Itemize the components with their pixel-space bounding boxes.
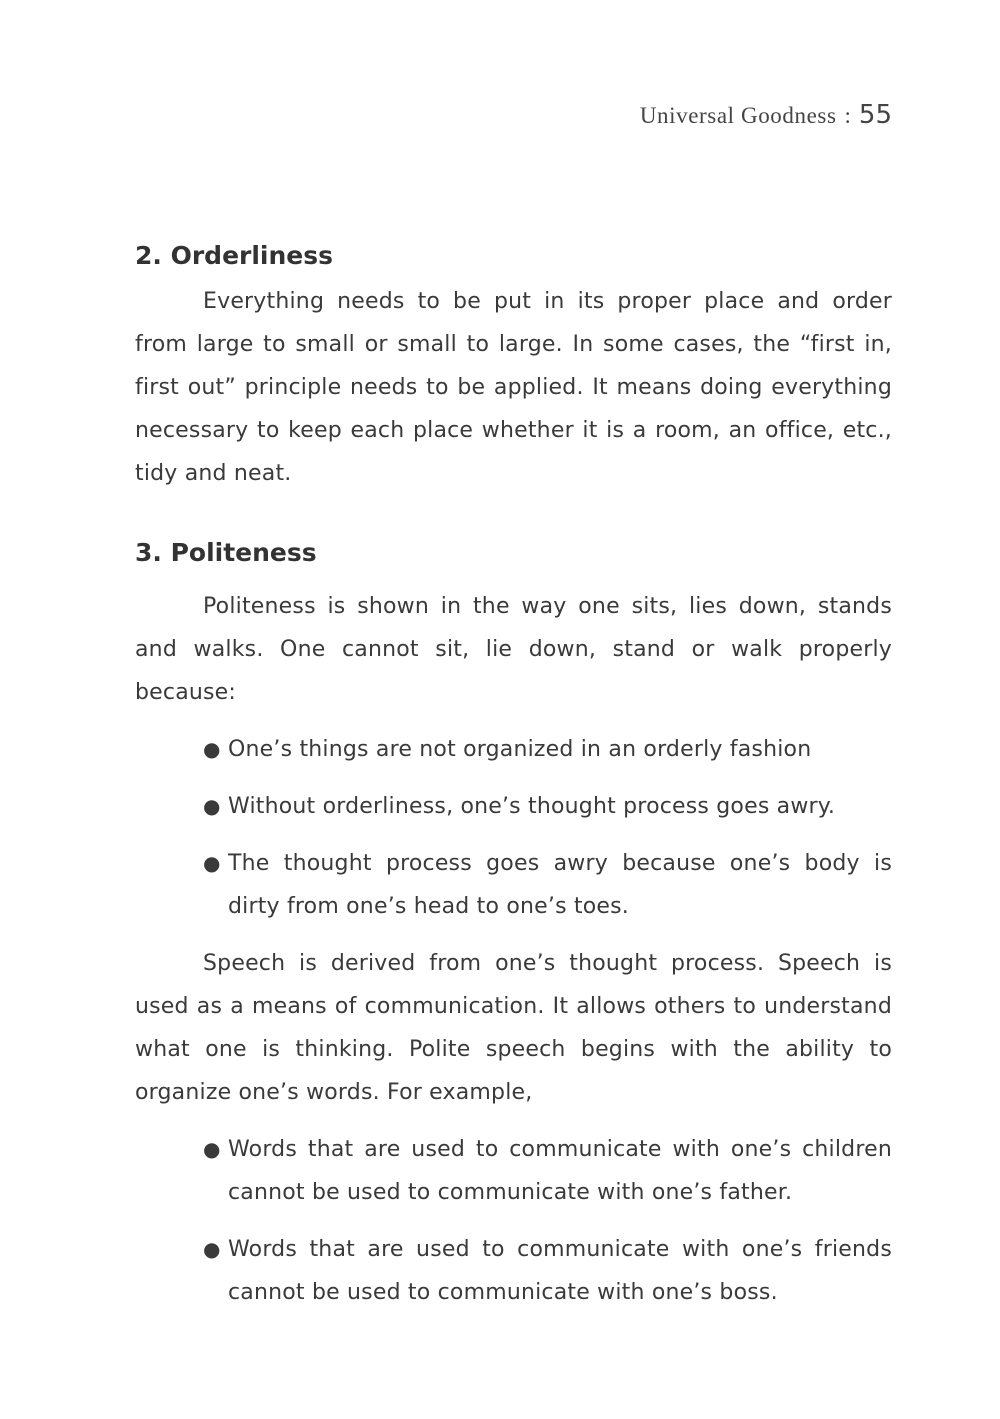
politeness-intro-paragraph: Politeness is shown in the way one sits, lies down, stands and walks. One cannot sit, lie down, stand or walk properly because: [135, 594, 892, 705]
section-heading-orderliness: 2. Orderliness [135, 241, 334, 270]
speech-examples-list [135, 1128, 892, 1314]
list-item-text: One’s things are not organized in an orderly fashion [228, 737, 812, 762]
bullet-icon: ● [203, 1237, 221, 1261]
section-heading-politeness: 3. Politeness [135, 538, 317, 567]
list-item [203, 728, 892, 771]
list-item [203, 1228, 892, 1314]
orderliness-paragraph: Everything needs to be put in its proper place and order from large to small or small to large. In some cases, the “first in, first out” principle needs to be applied. It means doing everything necessary to keep each place whether it is a room, an office, etc., tidy and neat. [135, 289, 892, 486]
bullet-icon: ● [203, 1137, 221, 1161]
list-item [203, 842, 892, 928]
list-item-text: The thought process goes awry because one’s body is dirty from one’s head to one’s toes. [228, 851, 892, 919]
list-item [203, 1128, 892, 1214]
page-number: 55 [858, 100, 892, 130]
list-item [203, 785, 892, 828]
running-header [640, 100, 892, 130]
bullet-icon: ● [203, 737, 221, 761]
list-item-text: Words that are used to communicate with one’s friends cannot be used to communicate with one’s boss. [228, 1237, 892, 1305]
speech-paragraph: Speech is derived from one’s thought process. Speech is used as a means of communication. It allows others to understand what one is thinking. Polite speech begins with the ability to organize one’s words. For example, [135, 951, 892, 1105]
politeness-reasons-list [135, 728, 892, 928]
bullet-icon: ● [203, 794, 221, 818]
book-title: Universal Goodness [639, 103, 837, 128]
list-item-text: Words that are used to communicate with one’s children cannot be used to communicate with one’s father. [228, 1137, 892, 1205]
header-separator: : [844, 103, 851, 128]
list-item-text: Without orderliness, one’s thought process goes awry. [228, 794, 836, 819]
page-body [135, 238, 892, 1314]
bullet-icon: ● [203, 851, 221, 875]
